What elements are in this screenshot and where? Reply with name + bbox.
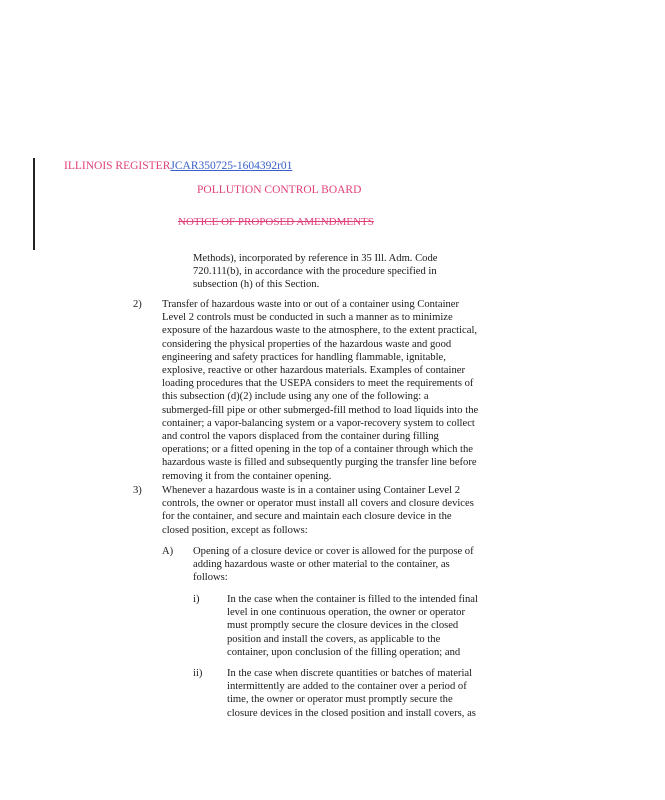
item-i-number: i) [193, 594, 200, 605]
register-header [64, 160, 292, 172]
item-ii-paragraph [227, 667, 480, 720]
register-code-link[interactable]: JCAR350725-1604392r01 [170, 160, 293, 172]
revision-change-bar [33, 158, 35, 250]
notice-heading: NOTICE OF PROPOSED AMENDMENTS [178, 216, 374, 228]
item-ii-text: In the case when discrete quantities or batches of material intermittently are added to the container over a period of time, the owner or operator must promptly secure the closure devices in the closed position and install covers, as [227, 668, 476, 719]
item-a-text: Opening of a closure device or cover is allowed for the purpose of adding hazardous waste or other material to the container, as follows: [193, 546, 474, 584]
item-3-number: 3) [133, 485, 142, 496]
item-a-paragraph [193, 545, 480, 585]
item-2-number: 2) [133, 299, 142, 310]
item-3-paragraph [162, 484, 480, 537]
register-label: ILLINOIS REGISTER [64, 160, 171, 172]
item-a-number: A) [162, 546, 174, 557]
continuation-paragraph [193, 252, 455, 292]
item-i-text: In the case when the container is filled to the intended final level in one continuous operation, the owner or operator must promptly secure the closure devices in the closed position and install the covers, as applicable to the container, upon conclusion of the filling operation; and [227, 594, 478, 658]
board-title: POLLUTION CONTROL BOARD [197, 184, 362, 196]
item-3-text: Whenever a hazardous waste is in a container using Container Level 2 controls, the owner or operator must install all covers and closure devices for the container, and secure and maintain each closure device in the closed position, except as follows: [162, 485, 474, 536]
continuation-text: Methods), incorporated by reference in 35 Ill. Adm. Code 720.111(b), in accordance with the procedure specified in subsection (h) of this Section. [193, 253, 438, 291]
item-i-paragraph [227, 593, 480, 659]
item-2-paragraph [162, 298, 480, 483]
item-ii-number: ii) [193, 668, 203, 679]
item-2-text: Transfer of hazardous waste into or out of a container using Container Level 2 controls must be conducted in such a manner as to minimize exposure of the hazardous waste to the atmosphere, to the extent practical, considering the physical properties of the hazardous waste and good engineering and safety practices for handling flammable, ignitable, explosive, reactive or other hazardous materials. Examples of container loading procedures that the USEPA considers to meet the requirements of this subsection (d)(2) include using any one of the following: a submerged-fill pipe or other submerged-fill method to load liquids into the container; a vapor-balancing system or a vapor-recovery system to collect and control the vapors displaced from the container during filling operations; or a fitted opening in the top of a container through which the hazardous waste is filled and subsequently purging the transfer line before removing it from the container opening. [162, 299, 479, 482]
